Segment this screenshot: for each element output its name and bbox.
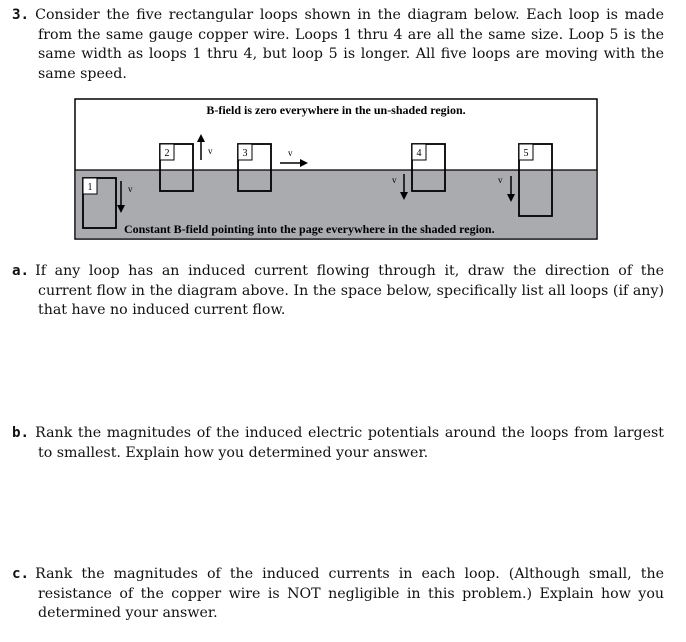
question-3 [12, 6, 664, 84]
part-a-label: a. [12, 263, 30, 279]
part-c-label: c. [12, 566, 30, 582]
part-a-text: If any loop has an induced current flowing through it, draw the direction of the current flow in the diagram above. In the space below, specifically list all loops (if any) that have no induced current flow. [35, 263, 664, 318]
loops-diagram [74, 98, 598, 240]
part-b-text: Rank the magnitudes of the induced electric potentials around the loops from largest to smallest. Explain how you determined your answer. [35, 425, 664, 461]
unshaded-region-label: B-field is zero everywhere in the un-shaded region. [206, 103, 466, 117]
loop-3-label: 3 [242, 148, 248, 159]
loop-5-label: 5 [523, 148, 529, 159]
loop-4-velocity-label: v [392, 175, 397, 185]
loop-5-velocity-label: v [498, 175, 503, 185]
part-c-text: Rank the magnitudes of the induced currents in each loop. (Although small, the resistance of the copper wire is NOT negligible in this problem.) Explain how you determined your answer. [35, 566, 664, 621]
part-c [12, 565, 664, 624]
shaded-region-label: Constant B-field pointing into the page everywhere in the shaded region. [124, 222, 495, 236]
part-b-label: b. [12, 425, 30, 441]
loop-1-velocity-label: v [128, 184, 133, 194]
loop-2-velocity-label: v [208, 146, 213, 156]
loop-2-label: 2 [164, 148, 170, 159]
loop-4-label: 4 [416, 148, 422, 159]
part-a [12, 262, 664, 321]
loop-1-label: 1 [87, 182, 93, 193]
question-number: 3. [12, 7, 30, 23]
part-b [12, 424, 664, 463]
question-text: Consider the five rectangular loops shown in the diagram below. Each loop is made from the same gauge copper wire. Loops 1 thru 4 are all the same size. Loop 5 is the same width as loops 1 thru 4, but loop 5 is longer. All five loops are moving with the same speed. [35, 7, 664, 82]
loop-3-velocity-label: v [288, 148, 293, 158]
